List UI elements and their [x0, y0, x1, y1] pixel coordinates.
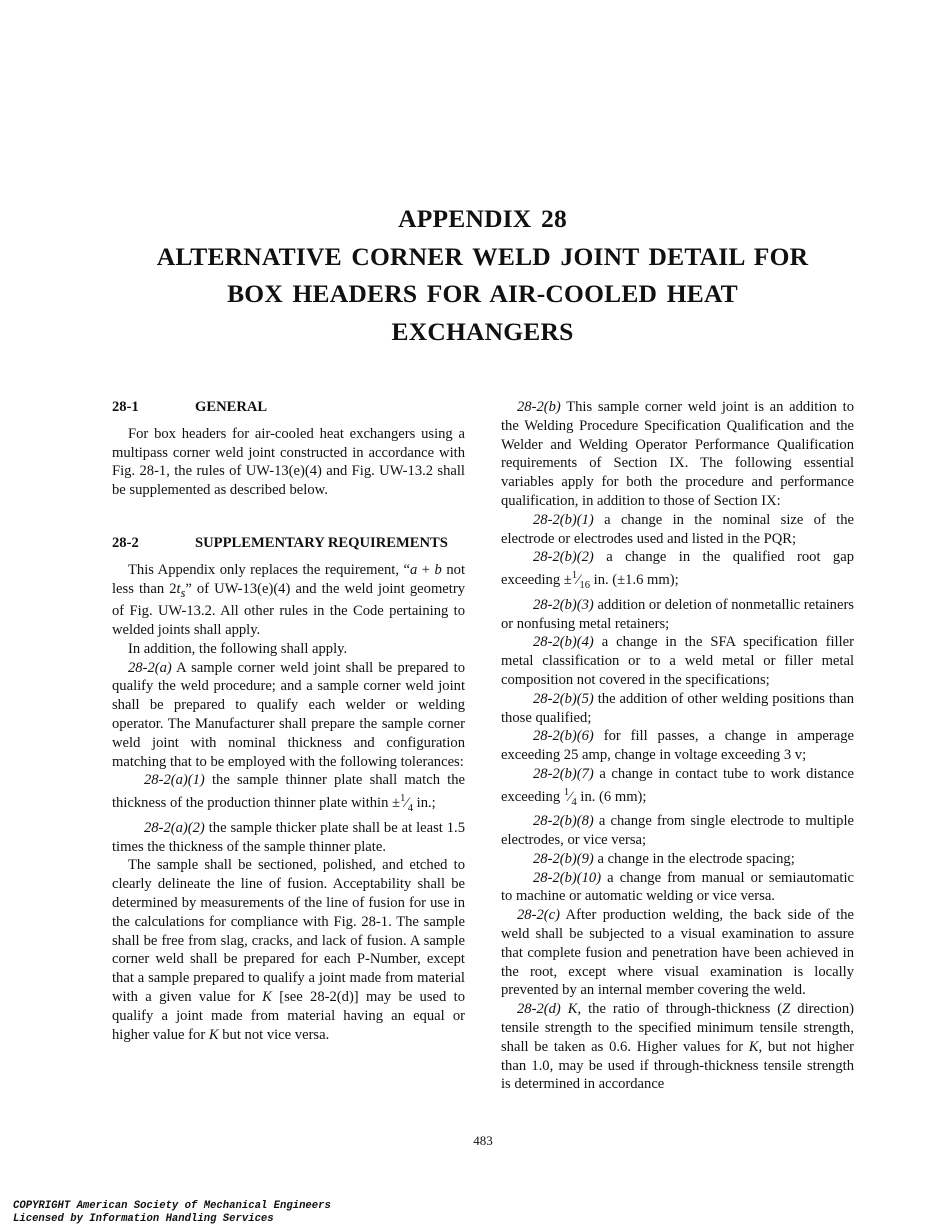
copyright-footer	[13, 1200, 331, 1226]
title-line-1: APPENDIX 28	[398, 204, 567, 233]
right-column	[501, 398, 854, 1094]
footer-line-1: COPYRIGHT American Society of Mechanical Engineers	[13, 1200, 331, 1212]
paragraph: The sample shall be sectioned, polished, and etched to clearly delineate the line of fusion. Acceptability shall be determined by measurements of the line of fusion for use in the calculations for compliance with Fig. 28-1. The sample shall be free from slag, cracks, and lack of fusion. A sample corner weld shall be prepared for each P-Number, except that a sample prepared to qualify a joint made from material with a given value for K [see 28-2(d)] may be used to qualify a joint made from material having an equal or higher value for K but not vice versa.	[112, 857, 465, 1043]
footer-line-2: Licensed by Information Handling Services	[13, 1213, 274, 1225]
section-number: 28-2	[112, 534, 139, 551]
section-title: SUPPLEMENTARY REQUIREMENTS	[195, 534, 448, 551]
section-number: 28-1	[112, 399, 139, 415]
clause-b9: 28-2(b)(9) a change in the electrode spacing;	[533, 850, 795, 867]
clause-a: 28-2(a) A sample corner weld joint shall be prepared to qualify the weld procedure; and a sample corner weld joint shall be prepared to qualify each welder or welding operator. The Manufacturer shall prepare the sample corner weld joint with nominal thickness and configuration matching that to be employed with the following tolerances:	[112, 659, 465, 770]
paragraph: This Appendix only replaces the requirement, “a + b not less than $2t_s$” of UW-13(e)(4) and the weld joint geometry of Fig. UW-13.2. All other rules in the Code pertaining to welded joints shall apply.	[112, 561, 466, 639]
page-title	[100, 200, 865, 350]
clause-b8: 28-2(b)(8) a change from single electrode to multiple electrodes, or vice versa;	[501, 813, 854, 849]
title-line-4: EXCHANGERS	[391, 316, 574, 346]
title-line-3: BOX HEADERS FOR AIR-COOLED HEAT	[227, 279, 738, 308]
clause-d: 28-2(d) K, the ratio of through-thickness (Z direction) tensile strength to the specified minimum tensile strength, shall be taken as 0.6. Higher values for K, but not higher than 1.0, may be used if through-thickness tensile strength is determined in accordance	[501, 1001, 855, 1093]
clause-b: 28-2(b) This sample corner weld joint is an addition to the Welding Procedure Specification Qualification and the Welder and Welding Operator Performance Qualification requirements of Section IX. The following essential variables apply for both the procedure and performance qualification, in addition to those of Section IX:	[501, 399, 854, 509]
left-column	[112, 398, 465, 1044]
clause-b2: 28-2(b)(2) a change in the qualified root gap exceeding $\pm^1⁄_{16}$ in. (±1.6 mm);	[501, 549, 854, 591]
section-heading-supplementary	[112, 534, 465, 553]
clause-b1: 28-2(b)(1) a change in the nominal size of the electrode or electrodes used and listed in the PQR;	[501, 511, 854, 547]
clause-b6: 28-2(b)(6) for fill passes, a change in amperage exceeding 25 amp, change in voltage exceeding 3 v;	[501, 728, 854, 764]
clause-a1: 28-2(a)(1) the sample thinner plate shall match the thickness of the production thinner plate within $\pm^1⁄_4$ in.;	[112, 772, 465, 815]
clause-b3: 28-2(b)(3) addition or deletion of nonmetallic retainers or nonfusing metal retainers;	[501, 596, 854, 632]
page-number: 483	[473, 1133, 493, 1148]
clause-c: 28-2(c) After production welding, the back side of the weld shall be subjected to a visual examination to assure that complete fusion and penetration have been achieved in the root, except where visual examination is locally prevented by an internal member covering the weld.	[501, 907, 854, 999]
clause-b10: 28-2(b)(10) a change from manual or semiautomatic to machine or automatic welding or vice versa.	[501, 869, 854, 905]
clause-b4: 28-2(b)(4) a change in the SFA specification filler metal classification or to a weld metal or filler metal composition not covered in the specifications;	[501, 634, 854, 688]
section-heading-general	[112, 398, 465, 417]
paragraph: In addition, the following shall apply.	[128, 640, 348, 657]
paragraph: For box headers for air-cooled heat exchangers using a multipass corner weld joint constructed in accordance with Fig. 28-1, the rules of UW-13(e)(4) and Fig. UW-13.2 shall be supplemented as described below.	[112, 425, 465, 499]
clause-a2: 28-2(a)(2) the sample thicker plate shall be at least 1.5 times the thickness of the sample thinner plate.	[112, 819, 465, 855]
title-line-2: ALTERNATIVE CORNER WELD JOINT DETAIL FOR	[156, 241, 809, 271]
clause-b5: 28-2(b)(5) the addition of other welding positions than those qualified;	[501, 690, 854, 726]
section-title: GENERAL	[195, 399, 268, 415]
clause-b7: 28-2(b)(7) a change in contact tube to work distance exceeding $^1⁄_4$ in. (6 mm);	[501, 765, 854, 808]
